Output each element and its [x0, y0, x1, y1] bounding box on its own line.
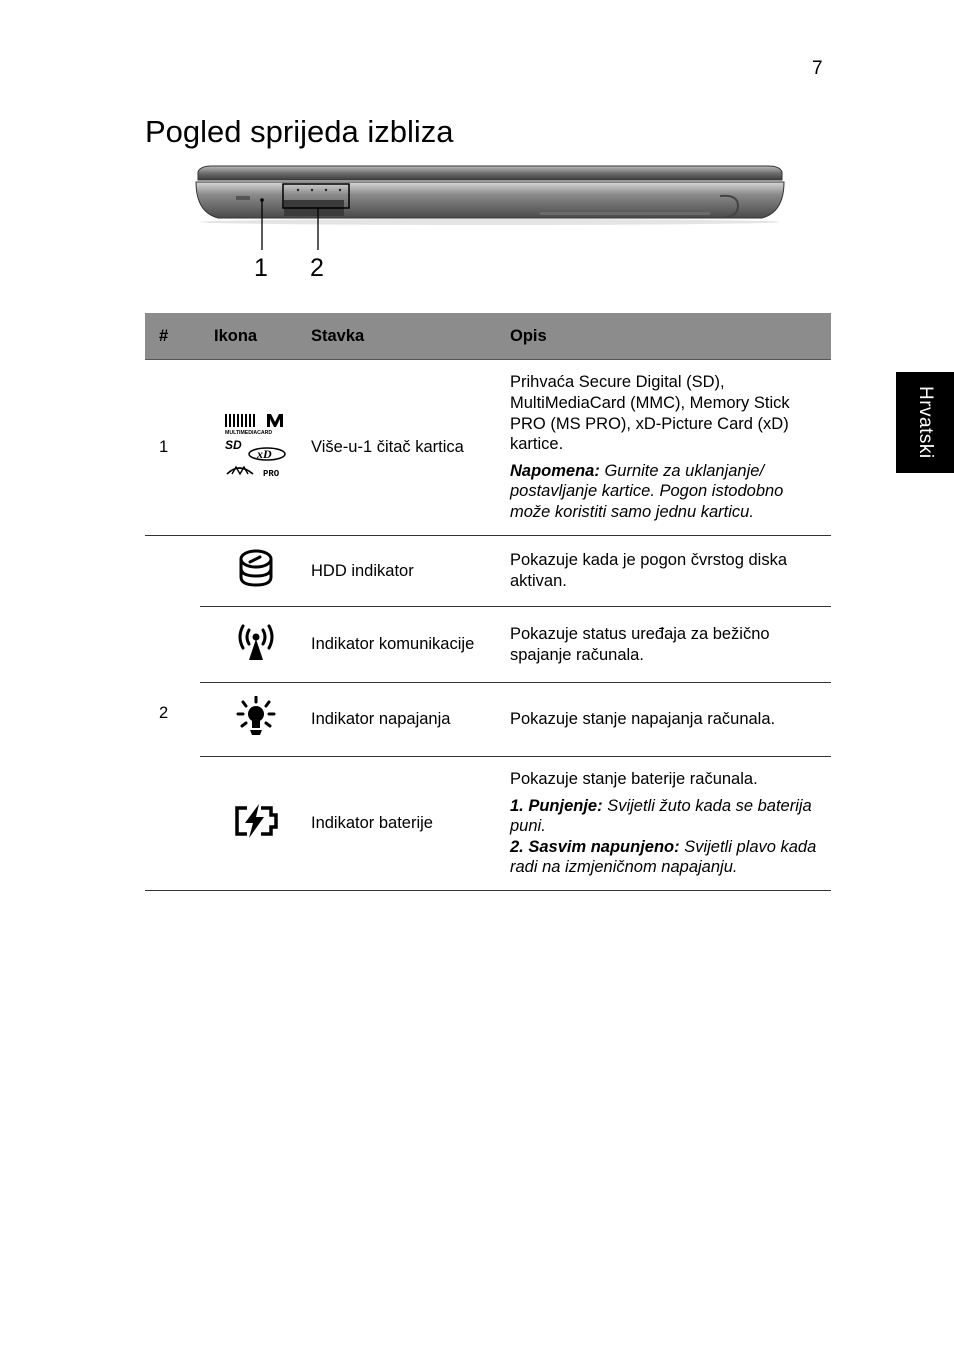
row-description: Pokazuje stanje baterije računala.: [510, 769, 758, 788]
row-item: Indikator napajanja: [311, 683, 510, 757]
table-row: [145, 683, 831, 757]
header-item: Stavka: [311, 313, 510, 360]
note-text: Svijetli plavo kada radi na izmjeničnom napajanju.: [510, 837, 817, 877]
hdd-icon: [236, 548, 276, 588]
table-row: [145, 607, 831, 683]
row-description: Pokazuje kada je pogon čvrstog diska aktivan.: [510, 551, 788, 590]
component-table: [145, 313, 831, 891]
row-number: 2: [145, 536, 200, 891]
row-note: [510, 461, 821, 523]
language-tab-label: Hrvatski: [915, 386, 936, 459]
laptop-front-illustration: [190, 160, 790, 290]
callout-2: 2: [310, 254, 324, 282]
row-number: 1: [145, 360, 200, 536]
header-icon: Ikona: [200, 313, 311, 360]
row-item: HDD indikator: [311, 561, 414, 580]
row-item: Indikator komunikacije: [311, 607, 510, 683]
table-header-row: [145, 313, 831, 360]
language-tab: [896, 372, 954, 473]
table-row: [145, 360, 831, 536]
row-item: Više-u-1 čitač kartica: [311, 360, 510, 536]
xd-logo-text: xD: [256, 446, 272, 461]
wireless-icon: [234, 622, 278, 662]
header-number: #: [145, 313, 200, 360]
row-item: Indikator baterije: [311, 757, 510, 891]
callout-1: 1: [254, 254, 268, 282]
row-description: Prihvaća Secure Digital (SD), MultiMediaCard (MMC), Memory Stick PRO (MS PRO), xD-Picture Card (xD) kartice.: [510, 373, 790, 454]
card-reader-icon: [223, 412, 289, 478]
row-description: Pokazuje stanje napajanja računala.: [510, 683, 831, 757]
mmc-logo-text: MULTIMEDIACARD: [224, 429, 272, 436]
header-description: Opis: [510, 313, 831, 360]
page-title: Pogled sprijeda izbliza: [145, 114, 454, 149]
note-label: 1. Punjenje:: [510, 796, 603, 815]
battery-icon: [233, 803, 279, 839]
table-row: [145, 536, 831, 607]
pro-logo-text: PRO: [262, 468, 279, 478]
note-text: Gurnite za uklanjanje/ postavljanje kartice. Pogon istodobno može koristiti samo jednu karticu.: [510, 461, 784, 522]
note-label: 2. Sasvim napunjeno:: [510, 837, 680, 856]
row-note: [510, 796, 821, 879]
note-text: Svijetli žuto kada se baterija puni.: [510, 796, 812, 836]
row-description: Pokazuje status uređaja za bežično spajanje računala.: [510, 607, 831, 683]
page-number: 7: [812, 58, 823, 79]
table-row: [145, 757, 831, 891]
sd-logo-text: SD: [224, 437, 242, 452]
power-light-icon: [236, 696, 276, 738]
note-label: Napomena:: [510, 461, 600, 480]
